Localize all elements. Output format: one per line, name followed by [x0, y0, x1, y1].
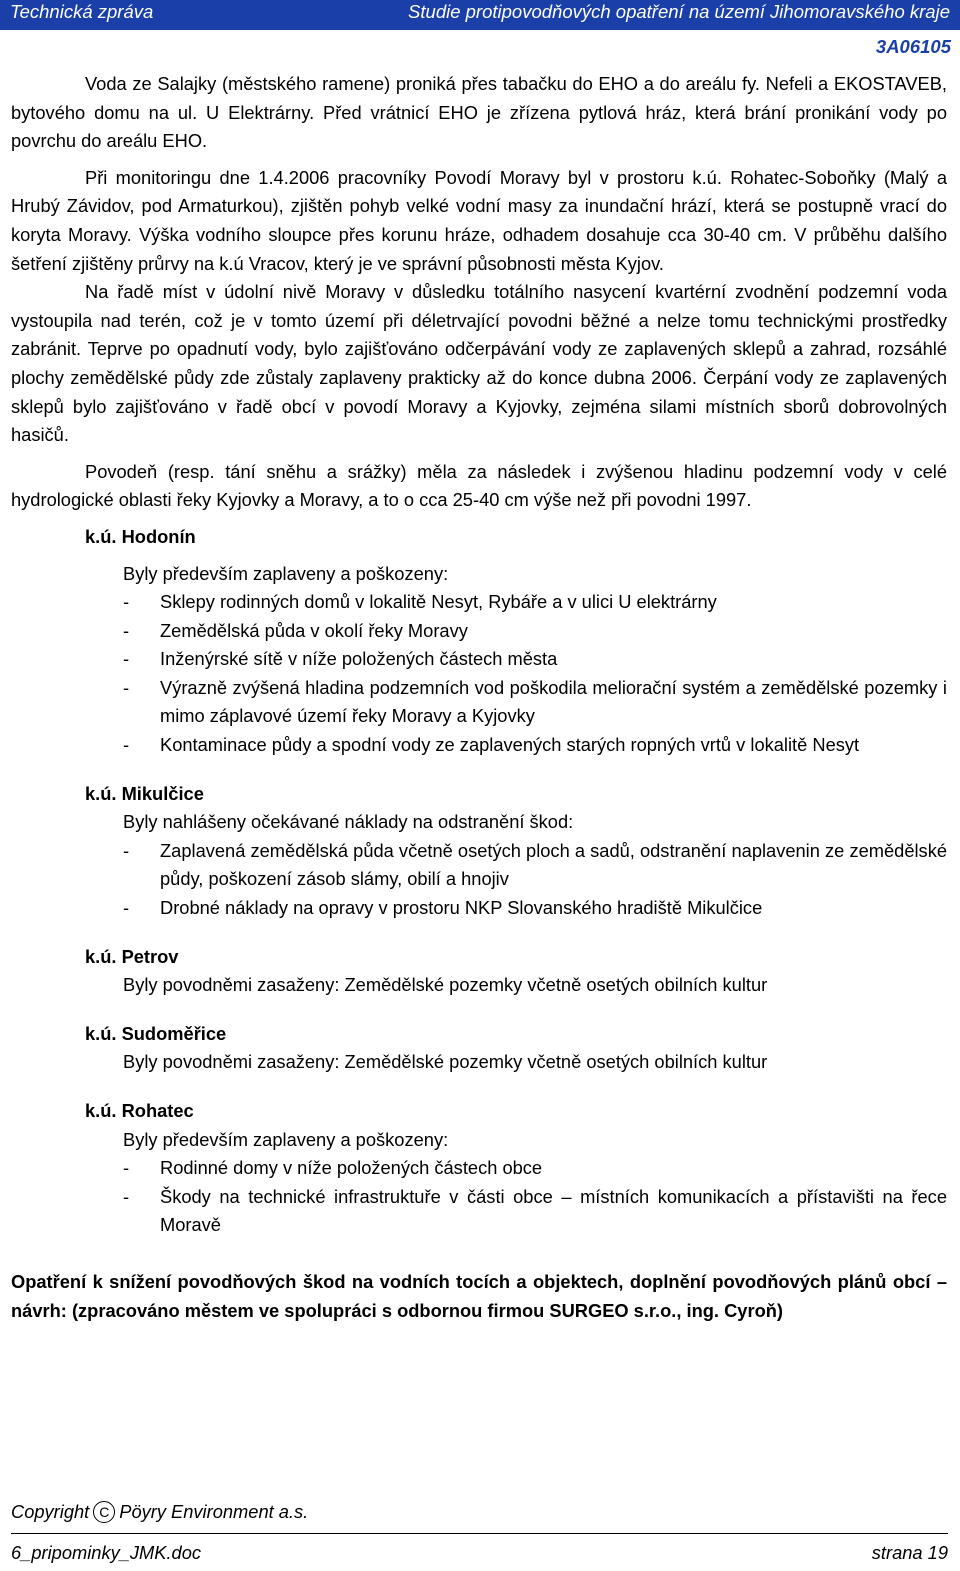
- section-intro: Byly nahlášeny očekávané náklady na odstranění škod:: [123, 811, 574, 833]
- footer-page-number: strana 19: [871, 1542, 948, 1563]
- section-title: k.ú. Sudoměřice: [85, 1022, 227, 1044]
- section-title: k.ú. Hodonín: [85, 525, 196, 547]
- footer-copyright: [11, 1501, 308, 1523]
- footer-filename: 6_pripominky_JMK.doc: [11, 1542, 202, 1563]
- section-title: k.ú. Rohatec: [85, 1100, 194, 1121]
- section-sudomerice: [85, 1020, 947, 1077]
- header-report-type: Technická zpráva: [10, 1, 154, 22]
- section-intro: Byly povodněmi zasaženy: Zemědělské pozemky včetně osetých obilních kultur: [123, 1051, 768, 1073]
- damage-list: [85, 1154, 947, 1240]
- section-rohatec: [85, 1097, 947, 1240]
- list-item: - Kontaminace půdy a spodní vody ze zaplavených starých ropných vrtů v lokalitě Nesyt: [123, 734, 860, 756]
- section-title: k.ú. Mikulčice: [85, 782, 204, 804]
- paragraph-3: Na řadě míst v údolní nivě Moravy v důsledku totálního nasycení kvartérní zvodnění podzemní voda vystoupila nad terén, což je v tomto území při déletrvající povodni běžné a nelze tomu technickými prostředky zabránit. Teprve po opadnutí vody, bylo zajišťováno odčerpávání vody ze zaplavených sklepů a zahrad, rozsáhlé plochy zemědělské půdy zde zůstaly zaplaveny prakticky až do konce dubna 2006. Čerpání vody ze zaplavených sklepů bylo zajišťováno v řadě obcí v povodí Moravy a Kyjovky, zejména silami místních sborů dobrovolných hasičů.: [11, 281, 947, 446]
- document-number: 3A06105: [875, 36, 951, 57]
- list-item: - Zemědělská půda v okolí řeky Moravy: [123, 619, 468, 641]
- paragraph-1: Voda ze Salajky (městského ramene) proniká přes tabačku do EHO a do areálu fy. Nefeli a EKOSTAVEB, bytového domu na ul. U Elektrárny. Před vrátnicí EHO je zřízena pytlová hráz, která brání pronikání vody po povrchu do areálu EHO.: [11, 73, 947, 152]
- list-item: - Výrazně zvýšená hladina podzemních vod poškodila meliorační systém a zemědělské pozemky i mimo záplavové území řeky Moravy a Kyjovky: [123, 676, 947, 727]
- section-title: k.ú. Petrov: [85, 945, 179, 967]
- section-intro: Byly především zaplaveny a poškozeny:: [123, 1128, 449, 1150]
- company-name: Pöyry Environment a.s.: [119, 1501, 309, 1522]
- paragraph-2: Při monitoringu dne 1.4.2006 pracovníky Povodí Moravy byl v prostoru k.ú. Rohatec-Soboňky (Malý a Hrubý Závidov, pod Armaturkou), zjištěn pohyb velké vodní masy za inundační hrází, která se postupně vrací do koryta Moravy. Výška vodního sloupce přes korunu hráze, odhadem dosahuje cca 30-40 cm. V průběhu dalšího šetření zjištěny průrvy na k.ú Vracov, který je ve správní působnosti města Kyjov.: [11, 166, 947, 274]
- section-intro: Byly povodněmi zasaženy: Zemědělské pozemky včetně osetých obilních kultur: [123, 974, 768, 996]
- header-study-title: Studie protipovodňových opatření na území Jihomoravského kraje: [408, 1, 950, 22]
- list-item: - Zaplavená zemědělská půda včetně osetých ploch a sadů, odstranění naplavenin ze zemědělské půdy, poškození zásob slámy, obilí a hnojiv: [123, 839, 947, 890]
- section-hodonin: [85, 523, 947, 760]
- closing-heading: Opatření k snížení povodňových škod na vodních tocích a objektech, doplnění povodňových plánů obcí – návrh: (zpracováno městem ve spolupráci s odbornou firmou SURGEO s.r.o., ing. Cyroň): [11, 1270, 947, 1321]
- section-mikulcice: [85, 780, 947, 923]
- page-header: [0, 0, 960, 30]
- paragraph-4: Povodeň (resp. tání sněhu a srážky) měla za následek i zvýšenou hladinu podzemní vody v celé hydrologické oblasti řeky Kyjovky a Moravy, a to o cca 25-40 cm výše než při povodni 1997.: [11, 460, 947, 511]
- list-item: - Drobné náklady na opravy v prostoru NKP Slovanského hradiště Mikulčice: [123, 897, 763, 919]
- list-item: - Škody na technické infrastruktuře v části obce – místních komunikacích a přístavišti na řece Moravě: [123, 1185, 947, 1236]
- list-item: - Rodinné domy v níže položených částech obce: [123, 1157, 543, 1179]
- damage-list: [85, 837, 947, 923]
- damage-list: [85, 588, 947, 760]
- document-body: [11, 70, 947, 1325]
- section-petrov: [85, 943, 947, 1000]
- footer-divider: [11, 1533, 948, 1534]
- list-item: - Sklepy rodinných domů v lokalitě Nesyt, Rybáře a v ulici U elektrárny: [123, 591, 717, 613]
- list-item: - Inženýrské sítě v níže položených částech města: [123, 648, 558, 670]
- copyright-label: Copyright: [11, 1501, 90, 1522]
- section-intro: Byly především zaplaveny a poškozeny:: [123, 562, 449, 584]
- copyright-icon: C: [93, 1501, 115, 1523]
